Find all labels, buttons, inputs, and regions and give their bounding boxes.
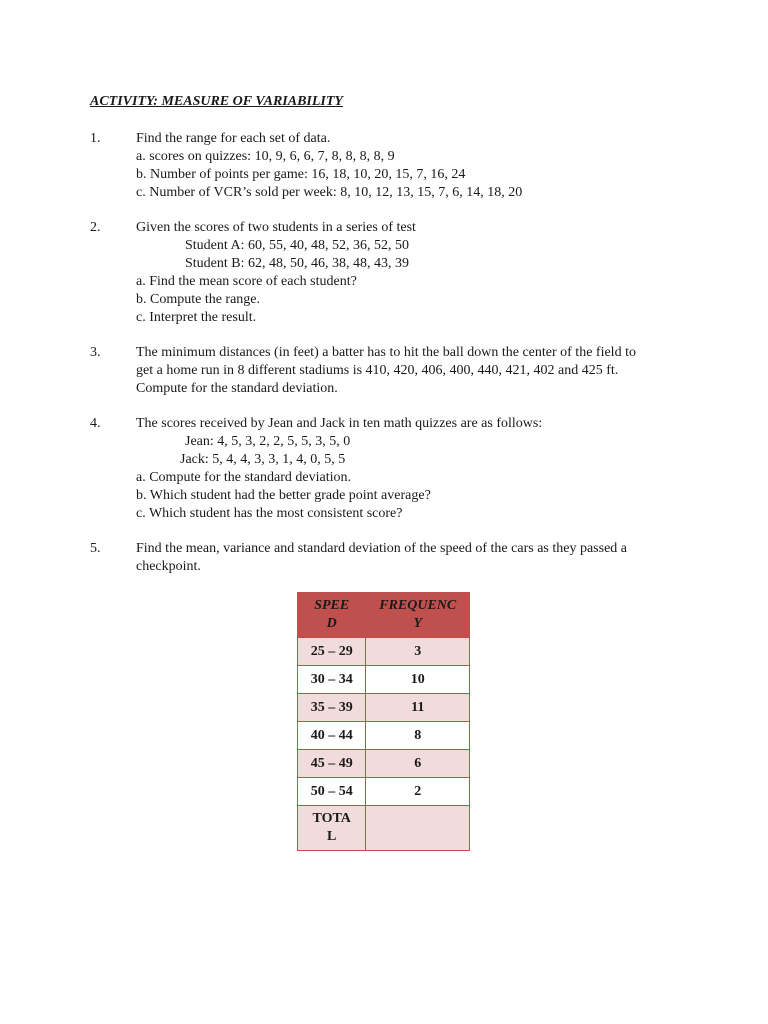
item-text: a. Compute for the standard deviation. [136,470,351,485]
frequency-cell: 6 [366,750,470,778]
item-text: Find the mean, variance and standard deviation of the speed of the cars as they passed a [136,541,627,556]
item-text: Student B: 62, 48, 50, 46, 38, 48, 43, 39 [185,256,410,271]
item-text: b. Compute the range. [136,292,261,307]
item-text: c. Which student has the most consistent score? [136,506,403,521]
total-label-line1: TOTA [312,811,351,826]
item-text: Jean: 4, 5, 3, 2, 2, 5, 5, 3, 5, 0 [185,434,351,449]
frequency-cell: 10 [366,666,470,694]
header-speed-line1: SPEE [314,598,350,613]
speed-cell: 25 – 29 [298,638,366,666]
item-number: 4. [90,416,101,431]
table-row [298,666,470,694]
speed-cell: 40 – 44 [298,722,366,750]
item-text: The minimum distances (in feet) a batter has to hit the ball down the center of the field to [136,345,636,360]
item-text: b. Which student had the better grade point average? [136,488,431,503]
item-text: c. Number of VCR’s sold per week: 8, 10, 12, 13, 15, 7, 6, 14, 18, 20 [136,185,523,200]
table-row [298,694,470,722]
item-text: Student A: 60, 55, 40, 48, 52, 36, 52, 50 [185,238,410,253]
item-text: a. scores on quizzes: 10, 9, 6, 6, 7, 8, 8, 8, 8, 9 [136,149,395,164]
item-number: 3. [90,345,101,360]
header-frequency-line2: Y [413,616,422,631]
total-label-cell [298,806,366,851]
total-label-line2: L [327,829,337,844]
header-frequency [366,593,470,638]
item-text: checkpoint. [136,559,201,574]
frequency-cell: 8 [366,722,470,750]
table-row [298,778,470,806]
speed-cell: 35 – 39 [298,694,366,722]
item-text: get a home run in 8 different stadiums is 410, 420, 406, 400, 440, 421, 402 and 425 ft. [136,363,619,378]
item-text: Given the scores of two students in a series of test [136,220,416,235]
table-row [298,750,470,778]
frequency-cell: 3 [366,638,470,666]
item-text: The scores received by Jean and Jack in ten math quizzes are as follows: [136,416,543,431]
header-speed [298,593,366,638]
total-value-cell [366,806,470,851]
table-row [298,722,470,750]
speed-cell: 45 – 49 [298,750,366,778]
table-header-row [298,593,470,638]
item-number: 2. [90,220,101,235]
item-number: 5. [90,541,101,556]
item-text: Find the range for each set of data. [136,131,331,146]
header-speed-line2: D [326,616,337,631]
frequency-cell: 2 [366,778,470,806]
speed-cell: 30 – 34 [298,666,366,694]
item-number: 1. [90,131,101,146]
frequency-cell: 11 [366,694,470,722]
item-text: a. Find the mean score of each student? [136,274,357,289]
item-text: c. Interpret the result. [136,310,257,325]
item-text: Compute for the standard deviation. [136,381,338,396]
page-title: ACTIVITY: MEASURE OF VARIABILITY [90,94,343,109]
item-text: Jack: 5, 4, 4, 3, 3, 1, 4, 0, 5, 5 [180,452,346,467]
table-total-row [298,806,470,851]
speed-cell: 50 – 54 [298,778,366,806]
item-text: b. Number of points per game: 16, 18, 10, 20, 15, 7, 16, 24 [136,167,466,182]
header-frequency-line1: FREQUENC [379,598,457,613]
table-row [298,638,470,666]
speed-frequency-table [297,592,470,851]
